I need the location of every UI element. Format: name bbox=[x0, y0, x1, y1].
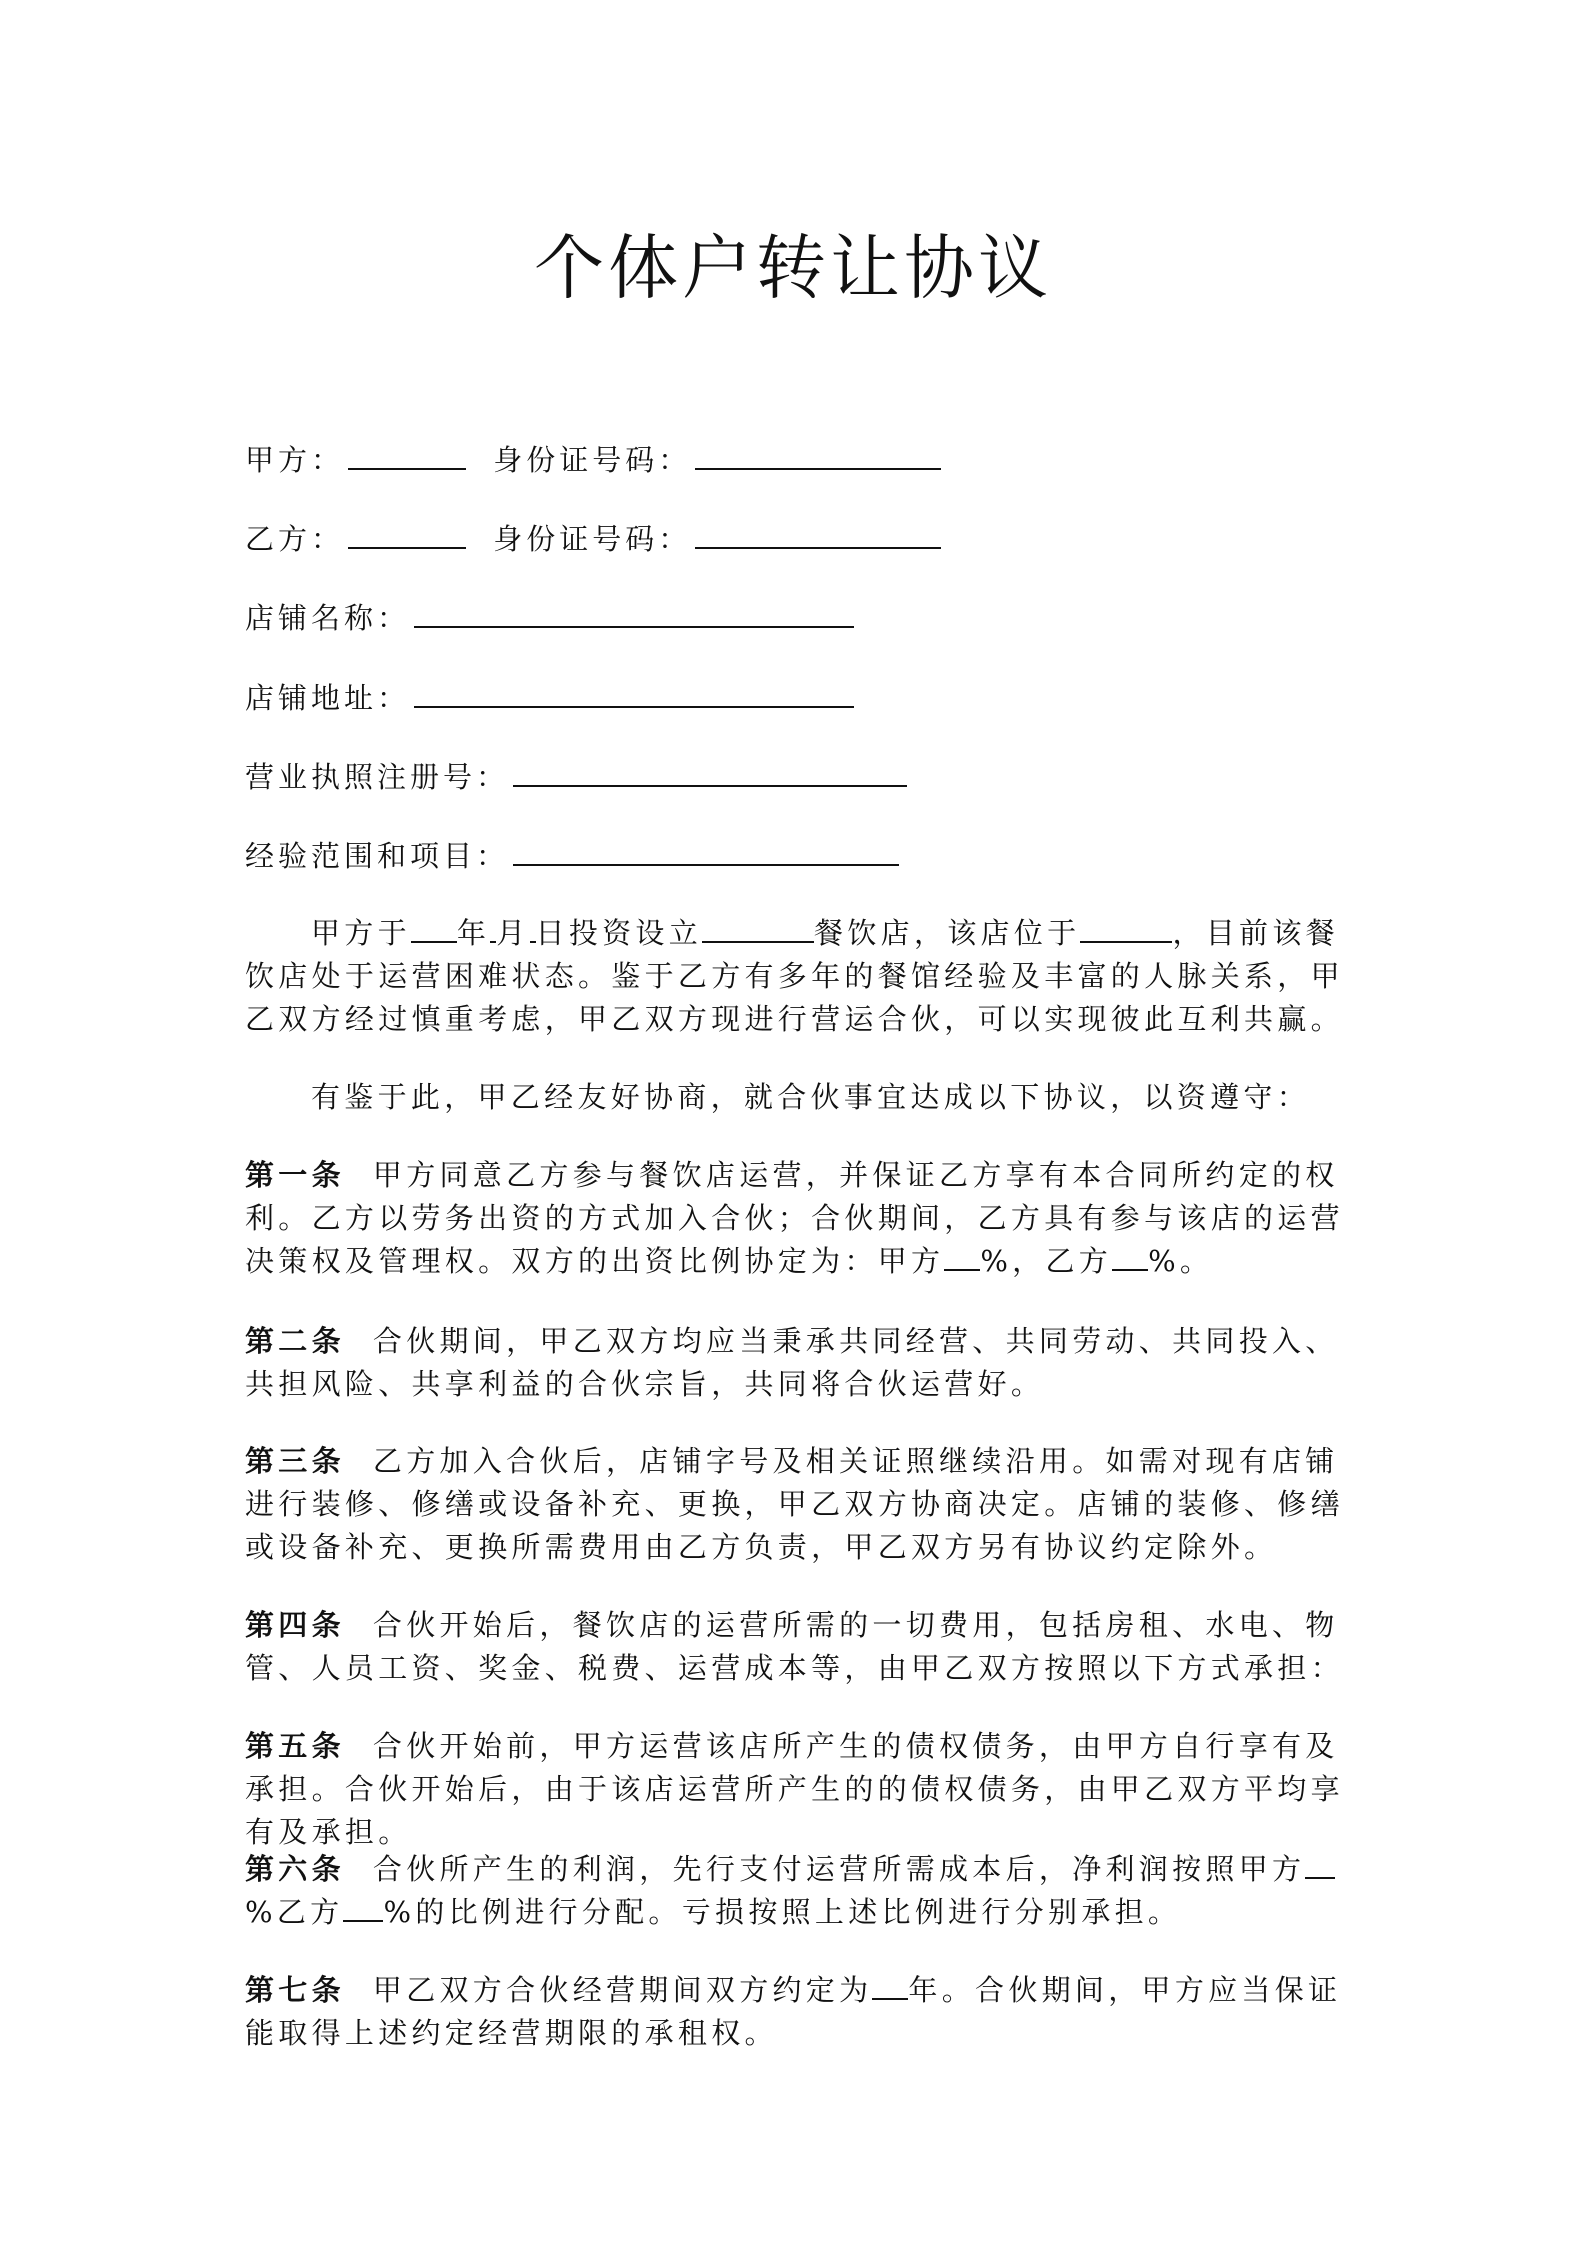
article-label: 第五条 bbox=[245, 1729, 345, 1763]
article-2 bbox=[245, 1320, 1360, 1406]
text: 合伙开始后，餐饮店的运营所需的一切费用，包括房租、水电、物管、人员工资、奖金、税费、运营成本等，由甲乙双方按照以下方式承担： bbox=[245, 1608, 1344, 1685]
article-label: 第四条 bbox=[245, 1608, 345, 1642]
article-4 bbox=[245, 1604, 1360, 1690]
text: 甲乙双方合伙经营期间双方约定为 bbox=[372, 1973, 873, 2007]
text: 年。合伙期间，甲方应当保证能取得上述约定经营期限的承租权。 bbox=[245, 1973, 1342, 2050]
article-7 bbox=[245, 1969, 1360, 2055]
party-a-row bbox=[245, 438, 945, 482]
party-b-row bbox=[245, 517, 945, 561]
restaurant-blank[interactable] bbox=[702, 915, 814, 943]
article-label: 第二条 bbox=[245, 1324, 345, 1358]
text: ，目前该餐饮店处于运营困难状态。鉴于乙方有多年的餐馆经验及丰富的人脉关系，甲乙双方经过慎重考虑，甲乙双方现进行营运合伙，可以实现彼此互利共赢。 bbox=[245, 916, 1344, 1036]
text: 餐饮店，该店位于 bbox=[814, 916, 1081, 950]
scope-label: 经验范围和项目： bbox=[245, 839, 510, 873]
license-row bbox=[245, 755, 911, 799]
text: %。 bbox=[1148, 1244, 1214, 1278]
text: 日投资设立 bbox=[535, 916, 703, 950]
shop-address-blank[interactable] bbox=[414, 676, 854, 708]
article-5 bbox=[245, 1725, 1360, 1854]
text: %，乙方 bbox=[980, 1244, 1113, 1278]
party-a-name-blank[interactable] bbox=[348, 438, 466, 470]
license-blank[interactable] bbox=[513, 755, 907, 787]
year-blank[interactable] bbox=[411, 915, 457, 943]
shop-address-row bbox=[245, 676, 858, 720]
article-label: 第七条 bbox=[245, 1973, 345, 2007]
text: 乙方加入合伙后，店铺字号及相关证照继续沿用。如需对现有店铺进行装修、修缮或设备补充、更换，甲乙双方协商决定。店铺的装修、修缮或设备补充、更换所需费用由乙方负责，甲乙双方另有协议约定除外。 bbox=[245, 1444, 1344, 1564]
party-b-name-blank[interactable] bbox=[348, 517, 466, 549]
text: 甲方同意乙方参与餐饮店运营，并保证乙方享有本合同所约定的权利。乙方以劳务出资的方式加入合伙；合伙期间，乙方具有参与该店的运营决策权及管理权。双方的出资比例协定为：甲方 bbox=[245, 1158, 1344, 1278]
article-label: 第六条 bbox=[245, 1852, 345, 1886]
shop-name-row bbox=[245, 596, 858, 640]
intro-paragraph bbox=[245, 912, 1360, 1041]
document-title: 个体户转让协议 bbox=[534, 227, 1052, 309]
text: 合伙期间，甲乙双方均应当秉承共同经营、共同劳动、共同投入、共担风险、共享利益的合伙宗旨，共同将合伙运营好。 bbox=[245, 1324, 1339, 1401]
party-a-share-blank[interactable] bbox=[944, 1243, 980, 1271]
scope-blank[interactable] bbox=[513, 834, 899, 866]
party-a-profit-blank[interactable] bbox=[1305, 1851, 1335, 1879]
article-6 bbox=[245, 1848, 1360, 1934]
party-b-id-label: 身份证号码： bbox=[493, 522, 692, 556]
shop-name-label: 店铺名称： bbox=[245, 601, 411, 635]
text: 年 bbox=[456, 916, 491, 950]
party-b-share-blank[interactable] bbox=[1112, 1243, 1148, 1271]
intro-paragraph-2: 有鉴于此，甲乙经友好协商，就合伙事宜达成以下协议，以资遵守： bbox=[311, 1080, 1311, 1114]
party-b-label: 乙方： bbox=[245, 522, 345, 556]
party-a-id-blank[interactable] bbox=[695, 438, 941, 470]
party-a-id-label: 身份证号码： bbox=[493, 443, 692, 477]
text: 合伙所产生的利润，先行支付运营所需成本后，净利润按照甲方 bbox=[372, 1852, 1306, 1886]
party-a-label: 甲方： bbox=[245, 443, 345, 477]
text: 月 bbox=[496, 916, 530, 950]
article-1 bbox=[245, 1154, 1360, 1283]
shop-address-label: 店铺地址： bbox=[245, 681, 411, 715]
license-label: 营业执照注册号： bbox=[245, 760, 510, 794]
location-blank[interactable] bbox=[1080, 915, 1172, 943]
scope-row bbox=[245, 834, 903, 878]
text: %的比例进行分配。亏损按照上述比例进行分别承担。 bbox=[383, 1895, 1182, 1929]
party-b-profit-blank[interactable] bbox=[343, 1894, 383, 1922]
text: 合伙开始前，甲方运营该店所产生的债权债务，由甲方自行享有及承担。合伙开始后，由于该店运营所产生的的债权债务，由甲乙双方平均享有及承担。 bbox=[245, 1729, 1344, 1849]
article-label: 第三条 bbox=[245, 1444, 345, 1478]
text: %乙方 bbox=[245, 1895, 344, 1929]
article-label: 第一条 bbox=[245, 1158, 345, 1192]
party-b-id-blank[interactable] bbox=[695, 517, 941, 549]
shop-name-blank[interactable] bbox=[414, 596, 854, 628]
article-3 bbox=[245, 1440, 1360, 1569]
term-years-blank[interactable] bbox=[872, 1972, 908, 2000]
text: 甲方于 bbox=[311, 916, 411, 950]
